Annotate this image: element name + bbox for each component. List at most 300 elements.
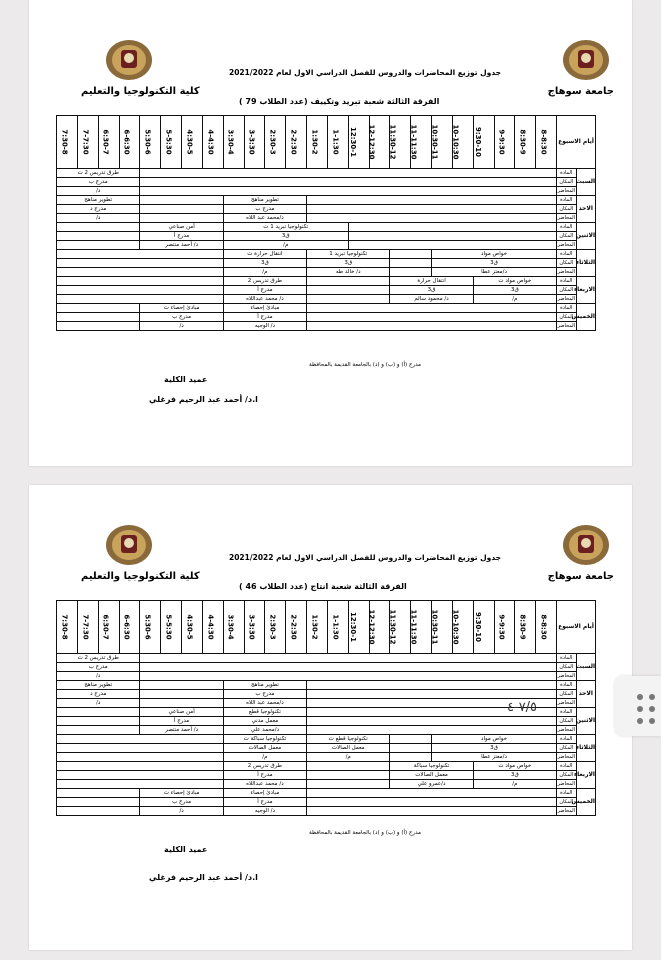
schedule-cell (307, 277, 390, 286)
university-name: جامعة سوهاج (547, 86, 614, 97)
schedule-cell: معمل الصالات (223, 744, 306, 753)
table-row (57, 717, 596, 726)
schedule-cell: خواص مواد (432, 250, 557, 259)
schedule-cell: د/ محمود سالم (390, 295, 473, 304)
college-logo (104, 38, 154, 82)
schedule-cell (57, 304, 140, 313)
time-slot-header: 11-11:30 (411, 601, 432, 654)
schedule-cell: ق3 (223, 232, 348, 241)
dean-name: ا.د/ أحمد عبد الرحيم فرغلي (149, 395, 258, 404)
table-row (57, 286, 596, 295)
row-label: المادة (557, 735, 577, 744)
schedule-cell: م/ (473, 295, 556, 304)
row-label: المادة (557, 681, 577, 690)
time-slot-header: 8:30-9 (515, 601, 536, 654)
time-slot-header: 3-3:30 (244, 601, 265, 654)
schedule-cell (57, 744, 224, 753)
dean-title: عميد الكلية (164, 375, 208, 384)
time-slot-header: 1:30-2 (307, 116, 328, 169)
schedule-cell (307, 789, 557, 798)
schedule-cell: خواص مواد ت (473, 762, 556, 771)
table-row (57, 304, 596, 313)
schedule-cell: مدرج أ (223, 286, 306, 295)
row-label: المحاضر (557, 673, 576, 679)
schedule-cell: أمن صناعي (140, 223, 223, 232)
time-slot-header: 5:30-6 (140, 601, 161, 654)
schedule-cell (307, 313, 557, 322)
time-slot-header: 10:30-11 (432, 601, 453, 654)
schedule-cell (140, 672, 557, 681)
schedule-cell (307, 196, 557, 205)
table-row (57, 241, 596, 250)
schedule-cell: د/ أحمد منتصر (140, 241, 223, 250)
schedule-cell (307, 780, 390, 789)
day-label: الاربعاء (576, 277, 596, 304)
schedule-cell: د/ (57, 214, 140, 223)
schedule-cell (57, 223, 140, 232)
schedule-cell (57, 250, 224, 259)
schedule-cell (390, 250, 432, 259)
schedule-cell: خواص مواد (432, 735, 557, 744)
time-slot-header: 4-4:30 (202, 601, 223, 654)
handwritten-note: ٧/٥-٤ (507, 700, 538, 715)
group-title: الفرقة الثالثة شعبة انتاج (عدد الطلاب 46 ) (239, 582, 407, 591)
schedule-cell: معمل مدني (223, 717, 306, 726)
row-label: المكان (557, 744, 577, 753)
schedule-cell: تكنولوجيا قطع (223, 708, 306, 717)
schedule-cell: د/عمرو علي (390, 780, 473, 789)
time-slot-header: 12-12:30 (369, 116, 390, 169)
row-label: المحاضر (557, 215, 576, 221)
row-label: المادة (557, 196, 577, 205)
day-label: الاربعاء (576, 762, 596, 789)
grip-dot-icon (649, 718, 655, 724)
schedule-cell (348, 232, 556, 241)
schedule-cell (307, 322, 557, 331)
university-logo (561, 523, 611, 567)
schedule-cell: مدرج ب (223, 690, 306, 699)
row-label: المكان (557, 286, 577, 295)
dean-name: ا.د/ أحمد عبد الرحيم فرغلي (149, 873, 258, 882)
schedule-cell: د/محمد عبد اللاه (223, 699, 306, 708)
row-label: المادة (557, 223, 577, 232)
time-slot-header: 5-5:30 (161, 116, 182, 169)
schedule-cell: انتقال حرارة ت (223, 250, 306, 259)
time-slot-header: 9-9:30 (494, 116, 515, 169)
schedule-title: جدول توزيع المحاضرات والدروس للفصل الدراسي الاول لعام 2021/2022 (229, 553, 502, 562)
schedule-cell (57, 798, 140, 807)
table-row (57, 726, 596, 735)
time-slot-header: 11:30-12 (390, 601, 411, 654)
schedule-cell (57, 807, 140, 816)
schedule-cell (140, 690, 223, 699)
table-row (57, 277, 596, 286)
row-label: المحاضر (557, 296, 576, 302)
table-row (57, 762, 596, 771)
schedule-cell (57, 780, 224, 789)
schedule-cell: ق3 (432, 259, 557, 268)
schedule-table (56, 115, 596, 331)
schedule-cell: د/ (140, 807, 223, 816)
schedule-cell (57, 708, 140, 717)
time-slot-header: 1-1:30 (327, 116, 348, 169)
schedule-cell: مبادئ إحصاء ت (140, 789, 223, 798)
time-slot-header: 12:30-1 (348, 601, 369, 654)
time-slot-header: 1:30-2 (307, 601, 328, 654)
day-label: الخميس (576, 789, 596, 816)
schedule-cell (140, 681, 223, 690)
time-slot-header: 7-7:30 (77, 116, 98, 169)
schedule-sheet (29, 0, 632, 466)
row-label: المحاضر (557, 323, 576, 329)
schedule-cell (140, 205, 223, 214)
schedule-cell: ق3 (390, 286, 473, 295)
schedule-cell (307, 295, 390, 304)
schedule-cell: طرق تدريس 2 ت (57, 169, 140, 178)
row-label: المادة (557, 250, 577, 259)
row-label: المادة (557, 762, 577, 771)
schedule-cell (307, 807, 557, 816)
schedule-cell (57, 735, 224, 744)
schedule-cell: ق3 (473, 771, 556, 780)
schedule-cell (307, 762, 390, 771)
table-row (57, 268, 596, 277)
day-label: السبت (576, 654, 596, 681)
day-label: الخميس (576, 304, 596, 331)
row-label: المكان (557, 232, 577, 241)
schedule-cell: د/ (57, 699, 140, 708)
schedule-cell: د/ (140, 322, 223, 331)
days-header: أيام الاسبوع (557, 601, 596, 654)
time-slot-header: 11:30-12 (390, 116, 411, 169)
time-slot-header: 4:30-5 (182, 116, 203, 169)
grip-dot-icon (649, 706, 655, 712)
schedule-cell: تطوير مناهج (223, 681, 306, 690)
table-row (57, 250, 596, 259)
schedule-cell (140, 196, 223, 205)
schedule-cell (307, 798, 557, 807)
schedule-cell (140, 214, 223, 223)
table-row (57, 807, 596, 816)
schedule-cell: م/ (223, 241, 348, 250)
time-slot-header: 3:30-4 (223, 116, 244, 169)
schedule-cell: خواص مواد ت (473, 277, 556, 286)
table-row (57, 744, 596, 753)
schedule-cell (348, 223, 556, 232)
time-header-row (57, 116, 596, 169)
schedule-cell (57, 789, 140, 798)
schedule-cell: تكنولوجيا قطع ت (307, 735, 390, 744)
day-label: الاحد (576, 681, 596, 708)
time-slot-header: 10-10:30 (452, 601, 473, 654)
university-name: جامعة سوهاج (547, 571, 614, 582)
schedule-cell (57, 241, 140, 250)
schedule-cell (348, 241, 556, 250)
schedule-cell: ق3 (307, 259, 390, 268)
time-slot-header: 2-2:30 (286, 601, 307, 654)
schedule-cell: مدرج أ (223, 771, 306, 780)
time-slot-header: 9:30-10 (473, 601, 494, 654)
table-row (57, 654, 596, 663)
table-row (57, 259, 596, 268)
schedule-cell: ق3 (432, 744, 557, 753)
time-header-row (57, 601, 596, 654)
day-label: الاثنين (576, 223, 596, 250)
schedule-cell (390, 753, 432, 762)
schedule-cell (307, 304, 557, 313)
schedule-cell: مدرج ب (140, 313, 223, 322)
schedule-cell: مدرج ب (140, 798, 223, 807)
schedule-cell: مدرج أ (223, 798, 306, 807)
row-label: المكان (557, 663, 577, 672)
day-label: الثلاثاء (576, 735, 596, 762)
day-label: الثلاثاء (576, 250, 596, 277)
schedule-cell: تكنولوجيا تبريد 1 (307, 250, 390, 259)
schedule-cell (140, 699, 223, 708)
row-label: المكان (557, 259, 577, 268)
schedule-cell (57, 295, 224, 304)
schedule-cell (140, 663, 557, 672)
row-label: المحاضر (557, 242, 576, 248)
dean-title: عميد الكلية (164, 845, 208, 854)
college-name: كلية التكنولوجيا والتعليم (81, 571, 200, 582)
time-slot-header: 6:30-7 (98, 601, 119, 654)
schedule-cell: تكنولوجيا سباكة ت (223, 735, 306, 744)
schedule-cell (140, 654, 557, 663)
schedule-cell (57, 322, 140, 331)
time-slot-header: 12:30-1 (348, 116, 369, 169)
table-row (57, 780, 596, 789)
table-row (57, 178, 596, 187)
schedule-cell (307, 205, 557, 214)
schedule-cell: مدرج د (57, 690, 140, 699)
schedule-cell (140, 178, 557, 187)
row-label: المحاضر (557, 754, 576, 760)
time-slot-header: 3:30-4 (223, 601, 244, 654)
row-label: المحاضر (557, 727, 576, 733)
schedule-cell: تطوير مناهج (223, 196, 306, 205)
table-row (57, 169, 596, 178)
table-row (57, 735, 596, 744)
row-label: المادة (557, 789, 577, 798)
table-row (57, 295, 596, 304)
schedule-cell: ق3 (473, 286, 556, 295)
row-label: المكان (557, 205, 577, 214)
schedule-cell: د/ (57, 672, 140, 681)
schedule-cell (57, 277, 224, 286)
table-row (57, 798, 596, 807)
schedule-cell: م/ (223, 268, 306, 277)
schedule-cell: مدرج ب (223, 205, 306, 214)
schedule-cell: د/ محمد عبداللاه (223, 295, 306, 304)
schedule-cell (57, 313, 140, 322)
schedule-cell: د/ الوجيه (223, 807, 306, 816)
row-label: المحاضر (557, 188, 576, 194)
time-slot-header: 4:30-5 (182, 601, 203, 654)
time-slot-header: 5-5:30 (161, 601, 182, 654)
row-label: المكان (557, 717, 577, 726)
table-row (57, 663, 596, 672)
time-slot-header: 7:30-8 (57, 601, 78, 654)
row-label: المادة (557, 654, 577, 663)
schedule-cell: د/معتز عطا (432, 753, 557, 762)
schedule-cell: معمل الصالات (307, 744, 390, 753)
footnote: مدرج (أ) و (ب) و (د) بالجامعة القديمة بالمحافظة (309, 830, 421, 836)
schedule-cell: مدرج أ (223, 313, 306, 322)
time-slot-header: 9-9:30 (494, 601, 515, 654)
schedule-cell: طرق تدريس 2 (223, 277, 306, 286)
schedule-cell (57, 762, 224, 771)
schedule-cell (57, 726, 140, 735)
schedule-cell: ق3 (223, 259, 306, 268)
schedule-cell: د/ (57, 187, 140, 196)
time-slot-header: 3-3:30 (244, 116, 265, 169)
schedule-cell (57, 753, 224, 762)
row-label: المادة (557, 277, 577, 286)
grip-dot-icon (637, 694, 643, 700)
time-slot-header: 9:30-10 (473, 116, 494, 169)
table-row (57, 771, 596, 780)
schedule-sheet (29, 485, 632, 950)
schedule-cell (307, 214, 557, 223)
university-logo (561, 38, 611, 82)
table-row (57, 196, 596, 205)
schedule-cell: طرق تدريس 2 (223, 762, 306, 771)
table-row (57, 690, 596, 699)
schedule-cell: مبادئ إحصاء ت (140, 304, 223, 313)
table-row (57, 223, 596, 232)
time-slot-header: 8-8:30 (536, 116, 557, 169)
table-row (57, 672, 596, 681)
schedule-cell: تطوير مناهج (57, 196, 140, 205)
schedule-cell: د/معتز عطا (432, 268, 557, 277)
time-slot-header: 8:30-9 (515, 116, 536, 169)
table-row (57, 187, 596, 196)
time-slot-header: 2-2:30 (286, 116, 307, 169)
schedule-cell (390, 268, 432, 277)
schedule-title: جدول توزيع المحاضرات والدروس للفصل الدراسي الاول لعام 2021/2022 (229, 68, 502, 77)
schedule-cell (307, 681, 557, 690)
schedule-cell (390, 735, 432, 744)
schedule-cell (390, 259, 432, 268)
schedule-cell: تطوير مناهج (57, 681, 140, 690)
table-row (57, 322, 596, 331)
schedule-cell: م/ (223, 753, 306, 762)
schedule-cell (307, 717, 557, 726)
row-label: المادة (557, 304, 577, 313)
row-label: المكان (557, 690, 577, 699)
row-label: المكان (557, 798, 577, 807)
table-row (57, 205, 596, 214)
schedule-cell: م/ (473, 780, 556, 789)
row-label: المكان (557, 771, 577, 780)
schedule-cell (140, 187, 557, 196)
schedule-cell (390, 744, 432, 753)
schedule-cell: د/ أحمد منتصر (140, 726, 223, 735)
day-label: الاحد (576, 196, 596, 223)
table-row (57, 753, 596, 762)
schedule-cell: د/محمد عبد اللاه (223, 214, 306, 223)
schedule-cell (140, 169, 557, 178)
schedule-cell: مبادئ إحصاء (223, 304, 306, 313)
schedule-cell: مدرج ب (57, 178, 140, 187)
table-row (57, 313, 596, 322)
table-row (57, 789, 596, 798)
schedule-cell (307, 726, 557, 735)
schedule-cell (57, 259, 224, 268)
time-slot-header: 2:30-3 (265, 116, 286, 169)
schedule-cell: د/ محمد عبداللاه (223, 780, 306, 789)
time-slot-header: 10:30-11 (432, 116, 453, 169)
time-slot-header: 6-6:30 (119, 116, 140, 169)
college-name: كلية التكنولوجيا والتعليم (81, 86, 200, 97)
time-slot-header: 8-8:30 (536, 601, 557, 654)
time-slot-header: 6:30-7 (98, 116, 119, 169)
time-slot-header: 7-7:30 (77, 601, 98, 654)
schedule-cell (57, 771, 224, 780)
time-slot-header: 10-10:30 (452, 116, 473, 169)
schedule-cell: د/ خالد طه (307, 268, 390, 277)
schedule-cell: انتقال حرارة (390, 277, 473, 286)
row-label: المحاضر (557, 700, 576, 706)
table-row (57, 232, 596, 241)
grip-dot-icon (637, 718, 643, 724)
time-slot-header: 4-4:30 (202, 116, 223, 169)
time-slot-header: 2:30-3 (265, 601, 286, 654)
grip-dot-icon (637, 706, 643, 712)
schedule-cell (307, 690, 557, 699)
days-header: أيام الاسبوع (557, 116, 596, 169)
time-slot-header: 1-1:30 (327, 601, 348, 654)
footnote: مدرج (أ) و (ب) و (د) بالجامعة القديمة بالمحافظة (309, 362, 421, 368)
schedule-cell (307, 286, 390, 295)
schedule-cell (57, 717, 140, 726)
schedule-cell: تكنولوجيا سباكة (390, 762, 473, 771)
schedule-cell: مدرج أ (140, 232, 223, 241)
schedule-cell: أمن صناعي (140, 708, 223, 717)
schedule-cell: م/ (307, 753, 390, 762)
schedule-cell: د/ الوجيه (223, 322, 306, 331)
grip-dot-icon (649, 694, 655, 700)
row-label: المكان (557, 313, 577, 322)
day-label: السبت (576, 169, 596, 196)
schedule-cell: د/محمد علي (223, 726, 306, 735)
time-slot-header: 12-12:30 (369, 601, 390, 654)
schedule-cell: مدرج د (57, 205, 140, 214)
row-label: المادة (557, 708, 577, 717)
time-slot-header: 5:30-6 (140, 116, 161, 169)
schedule-cell: مدرج ب (57, 663, 140, 672)
row-label: المحاضر (557, 808, 576, 814)
row-label: المكان (557, 178, 577, 187)
schedule-cell: معمل الصالات (390, 771, 473, 780)
schedule-cell (307, 771, 390, 780)
schedule-cell: مدرج أ (140, 717, 223, 726)
schedule-cell: طرق تدريس 2 ت (57, 654, 140, 663)
schedule-cell (57, 286, 224, 295)
row-label: المحاضر (557, 781, 576, 787)
schedule-cell: تكنولوجيا تبريد 1 ت (223, 223, 348, 232)
time-slot-header: 6-6:30 (119, 601, 140, 654)
group-title: الفرقة الثالثة شعبة تبريد وتكييف (عدد الطلاب 79 ) (239, 97, 440, 106)
time-slot-header: 11-11:30 (411, 116, 432, 169)
schedule-cell (57, 268, 224, 277)
day-label: الاثنين (576, 708, 596, 735)
college-logo (104, 523, 154, 567)
row-label: المحاضر (557, 269, 576, 275)
drag-handle[interactable] (615, 676, 661, 736)
schedule-cell (57, 232, 140, 241)
